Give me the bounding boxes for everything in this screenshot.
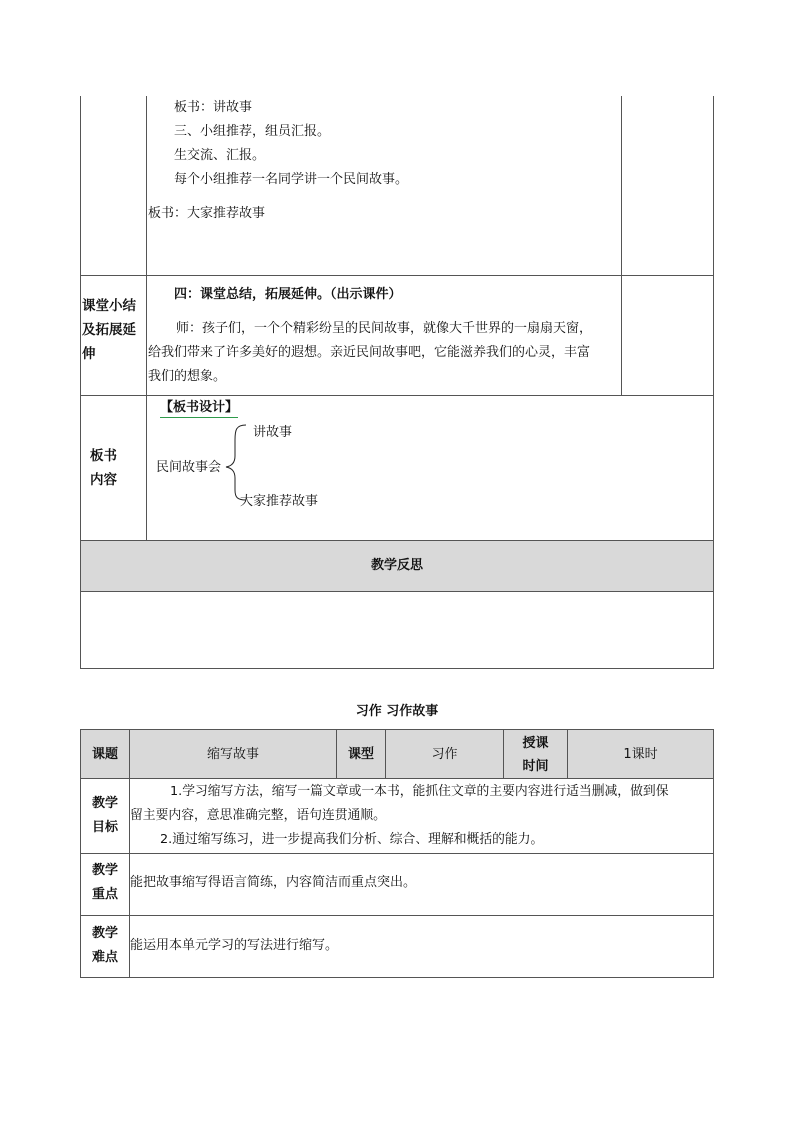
table2-top-border (80, 729, 714, 730)
key-text: 能把故事缩写得语言简练，内容简洁而重点突出。 (130, 875, 417, 890)
exchange-line: 生交流、汇报。 (174, 148, 266, 163)
table1-label-divider (146, 96, 147, 541)
summary-heading: 四：课堂总结，拓展延伸。（出示课件） (174, 287, 402, 302)
board-note-line: 板书：大家推荐故事 (148, 206, 266, 221)
row-divider (80, 395, 714, 396)
brace-icon (222, 422, 252, 502)
time-label: 时间 (522, 759, 549, 774)
step-three-line: 三、小组推荐，组员汇报。 (174, 124, 331, 139)
topic-value: 缩写故事 (206, 747, 259, 762)
summary-body-line: 我们的想象。 (148, 369, 227, 384)
summary-body-line: 师：孩子们，一个个精彩纷呈的民间故事，就像大千世界的一扇扇天窗， (176, 321, 593, 336)
board-note-line: 板书：讲故事 (174, 100, 253, 115)
summary-label: 及拓展延 (82, 322, 136, 338)
summary-body-line: 给我们带来了许多美好的遐想。亲近民间故事吧，它能滋养我们的心灵，丰富 (148, 345, 591, 360)
reflection-title: 教学反思 (370, 558, 423, 573)
board-label: 板书 (90, 448, 117, 464)
board-center: 民间故事会 (156, 460, 222, 475)
row-divider (80, 853, 714, 854)
goal-line: 留主要内容，意思准确完整，语句连贯通顺。 (130, 808, 386, 823)
goal-line: 2.通过缩写练习，进一步提高我们分析、综合、理解和概括的能力。 (160, 832, 544, 847)
recommend-line: 每个小组推荐一名同学讲一个民间故事。 (174, 172, 409, 187)
time-label: 授课 (522, 736, 549, 751)
difficulty-text: 能运用本单元学习的写法进行缩写。 (130, 938, 339, 953)
row-divider (80, 778, 714, 779)
summary-label: 伸 (82, 346, 96, 362)
board-label: 内容 (90, 472, 117, 488)
goal-line: 1.学习缩写方法，缩写一篇文章或一本书，能抓住文章的主要内容进行适当删减，做到保 (170, 784, 669, 799)
goals-label: 目标 (91, 820, 118, 835)
summary-label: 课堂小结 (82, 298, 136, 314)
row-divider (80, 275, 714, 276)
lesson-title: 习作 习作故事 (355, 704, 439, 719)
key-label: 重点 (91, 887, 118, 902)
table2-bottom-border (80, 977, 714, 978)
board-design-title: 【板书设计】 (160, 399, 238, 418)
table2-right-border (713, 729, 714, 978)
difficulty-label: 教学 (91, 926, 118, 941)
type-value: 习作 (431, 747, 458, 762)
board-top-branch: 讲故事 (253, 425, 293, 440)
type-label: 课型 (347, 747, 374, 762)
table1-right-border (713, 96, 714, 669)
board-bottom-branch: 大家推荐故事 (240, 494, 319, 509)
table1-notes-divider (621, 96, 622, 395)
difficulty-label: 难点 (91, 950, 118, 965)
goals-label: 教学 (91, 796, 118, 811)
table1-bottom-border (80, 668, 714, 669)
time-value: 1课时 (623, 747, 658, 762)
topic-label: 课题 (91, 747, 118, 762)
row-divider (80, 915, 714, 916)
key-label: 教学 (91, 863, 118, 878)
row-divider (80, 591, 714, 592)
